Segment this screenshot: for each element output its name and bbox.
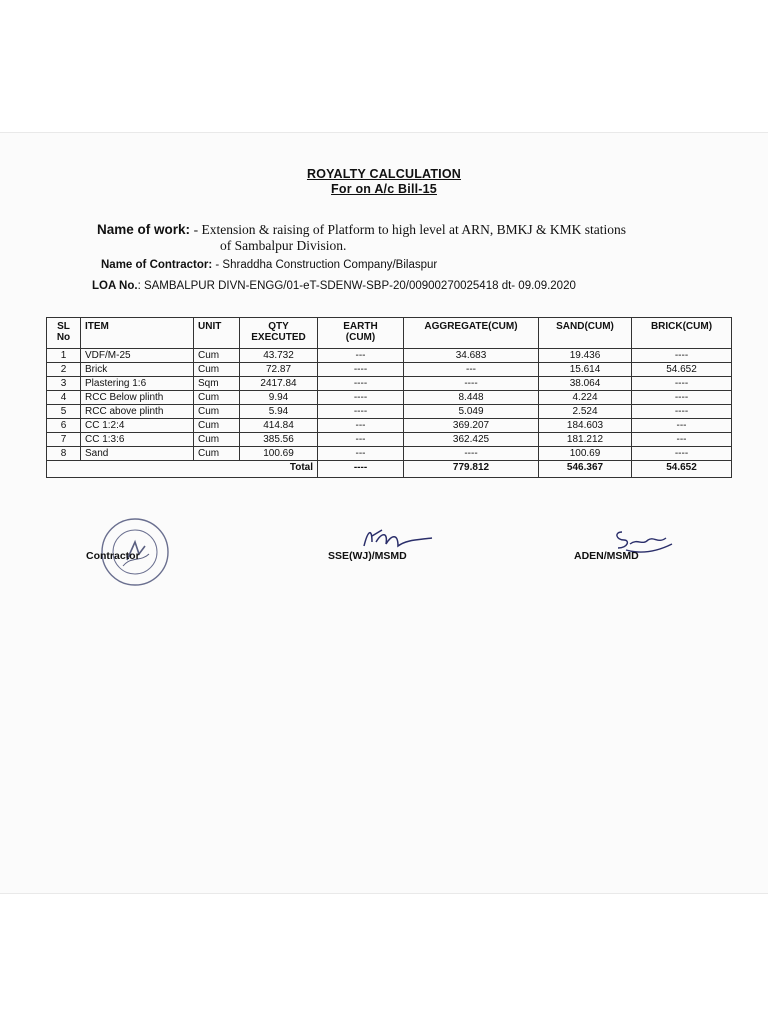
contractor-label: Name of Contractor	[101, 259, 209, 271]
loa-label: LOA No.	[92, 280, 138, 292]
name-of-work-value-line2: of Sambalpur Division.	[220, 238, 347, 253]
total-sand: 546.367	[539, 461, 632, 478]
header-sand: SAND(CUM)	[539, 318, 632, 349]
table-row: 2 Brick Cum 72.87 ---- --- 15.614 54.652	[47, 363, 732, 377]
document-subtitle: For on A/c Bill-15	[331, 182, 437, 196]
table-row: 4 RCC Below plinth Cum 9.94 ---- 8.448 4.224 ----	[47, 391, 732, 405]
header-unit: UNIT	[194, 318, 240, 349]
royalty-table	[46, 317, 732, 478]
table-row: 6 CC 1:2:4 Cum 414.84 --- 369.207 184.603 ---	[47, 419, 732, 433]
contractor-value: - Shraddha Construction Company/Bilaspur	[215, 259, 438, 271]
table-total-row	[47, 461, 732, 478]
total-aggregate: 779.812	[404, 461, 539, 478]
table-row: 3 Plastering 1:6 Sqm 2417.84 ---- ---- 38.064 ----	[47, 377, 732, 391]
header-brick: BRICK(CUM)	[632, 318, 732, 349]
header-sl: SL No	[47, 318, 81, 349]
name-of-work-value-line1: - Extension & raising of Platform to high level at ARN, BMKJ & KMK stations	[193, 222, 627, 237]
name-of-work: Name of work: - Extension & raising of Platform to high level at ARN, BMKJ & KMK stations of Sambalpur Division.	[97, 222, 737, 254]
table-row: 1 VDF/M-25 Cum 43.732 --- 34.683 19.436 ----	[47, 349, 732, 363]
total-brick: 54.652	[632, 461, 732, 478]
name-of-work-label: Name of work	[97, 222, 186, 237]
header-aggregate: AGGREGATE(CUM)	[404, 318, 539, 349]
aden-signature-label: ADEN/MSMD	[574, 550, 639, 562]
header-item: ITEM	[81, 318, 194, 349]
sse-signature-label: SSE(WJ)/MSMD	[328, 550, 407, 562]
table-row: 7 CC 1:3:6 Cum 385.56 --- 362.425 181.212 ---	[47, 433, 732, 447]
loa-number	[92, 280, 576, 292]
document-title: ROYALTY CALCULATION	[306, 167, 462, 181]
header-earth: EARTH (CUM)	[318, 318, 404, 349]
header-qty: QTY EXECUTED	[240, 318, 318, 349]
table-header-row	[47, 318, 732, 349]
contractor-signature-label: Contractor	[86, 550, 140, 562]
table-row: 5 RCC above plinth Cum 5.94 ---- 5.049 2.524 ----	[47, 405, 732, 419]
table-row: 8 Sand Cum 100.69 --- ---- 100.69 ----	[47, 447, 732, 461]
loa-value: : SAMBALPUR DIVN-ENGG/01-eT-SDENW-SBP-20/00900270025418 dt- 09.09.2020	[137, 280, 576, 292]
total-label: Total	[47, 461, 318, 478]
contractor-name: Name of Contractor: - Shraddha Construction Company/Bilaspur	[101, 259, 438, 271]
total-earth: ----	[318, 461, 404, 478]
